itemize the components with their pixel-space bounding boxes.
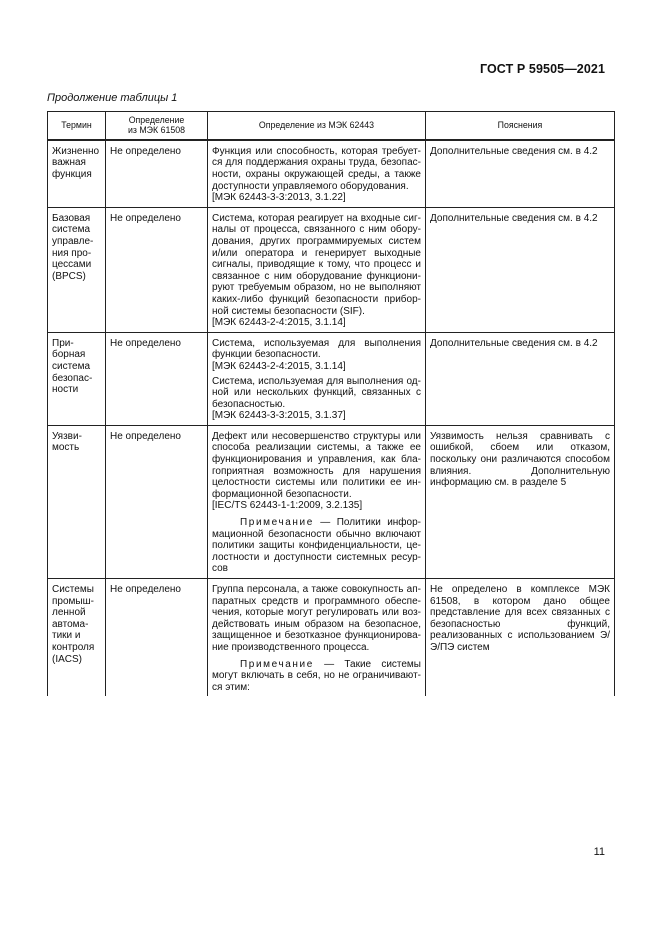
iec61508-definition-cell: Не определено (106, 207, 208, 332)
definition-reference: [МЭК 62443-2-4:2015, 3.1.14] (212, 317, 346, 329)
iec62443-definition-cell (208, 579, 426, 697)
iec61508-definition-cell: Не определено (106, 579, 208, 697)
definition-note (212, 659, 421, 694)
iec62443-definition-cell (208, 332, 426, 425)
definition-text: Система, используемая для выполнения одной или нескольких функций, связанных с безопасностью. (212, 375, 421, 410)
header-notes: Пояснения (426, 112, 615, 140)
terms-table (47, 111, 615, 696)
header-definition-iec62443: Определение из МЭК 62443 (208, 112, 426, 140)
table-caption: Продолжение таблицы 1 (47, 92, 178, 104)
explanation-cell: Уязвимость нельзя сравнивать с ошибкой, сбоем или отказом, поскольку они различаются способом влияния. Дополнительную информацию см. в разделе 5 (426, 425, 615, 578)
definition-reference: [МЭК 62443-3-3:2013, 3.1.22] (212, 192, 346, 204)
header-definition-iec61508: Определение из МЭК 61508 (106, 112, 208, 140)
definition-note (212, 517, 421, 575)
table-row (48, 579, 615, 697)
term-cell: Базовая система управления процессами (BPCS) (48, 207, 106, 332)
note-label: Примечание (240, 658, 314, 670)
iec61508-definition-cell: Не определено (106, 332, 208, 425)
explanation-cell: Дополнительные сведения см. в 4.2 (426, 140, 615, 207)
definition-reference: [МЭК 62443-3-3:2015, 3.1.37] (212, 410, 346, 422)
table-row (48, 425, 615, 578)
definition-text: Дефект или несовершенство структуры или способа реализации системы, а также ее функционирования и управления, как благоприятная возможность для нарушения целостности системы или политики ее информационной безопасности. (212, 430, 421, 500)
definition-text: Группа персонала, а также совокупность аппаратных средств и программного обеспечения, которые могут регулировать или воздействовать иным образом на безопасное, защищенное и безотказное функционирование производственного процесса. (212, 584, 421, 653)
iec61508-definition-cell: Не определено (106, 425, 208, 578)
definition-block (212, 431, 421, 512)
note-text: — Такие системы могут включать в себя, но не ограничиваются этим: (212, 658, 421, 693)
explanation-cell: Не определено в комплексе МЭК 61508, в котором дано общее представление для всех связанных с безопасностью функций, реализованных с использованием Э/Э/ПЭ систем (426, 579, 615, 697)
definition-block (212, 213, 421, 329)
definition-reference: [IEC/TS 62443-1-1:2009, 3.2.135] (212, 500, 363, 512)
definition-block (212, 338, 421, 373)
definition-reference: [МЭК 62443-2-4:2015, 3.1.14] (212, 360, 346, 372)
table-row (48, 207, 615, 332)
explanation-cell: Дополнительные сведения см. в 4.2 (426, 332, 615, 425)
term-cell: Системы промышленной автоматики и контроля (IACS) (48, 579, 106, 697)
page-number: 11 (593, 846, 605, 858)
iec62443-definition-cell (208, 140, 426, 207)
term-cell: Жизненно важная функция (48, 140, 106, 207)
iec62443-definition-cell (208, 207, 426, 332)
header-term: Термин (48, 112, 106, 140)
table-row (48, 332, 615, 425)
definition-block (212, 146, 421, 204)
table-header-row (48, 112, 615, 140)
standard-code: ГОСТ Р 59505—2021 (479, 62, 605, 76)
table-row (48, 140, 615, 207)
note-label: Примечание (240, 517, 314, 529)
term-cell: Приборная система безопасности (48, 332, 106, 425)
definition-block (212, 376, 421, 422)
note-text: — Политики информационной безопасности обычно включают политики защиты конфиденциальности, целостности и доступности системных ресурсов (212, 517, 421, 575)
table-body (48, 140, 615, 697)
iec62443-definition-cell (208, 425, 426, 578)
definition-text: Система, используемая для выполнения функции безопасности. (212, 337, 421, 361)
explanation-cell: Дополнительные сведения см. в 4.2 (426, 207, 615, 332)
definition-block (212, 584, 421, 654)
definition-text: Функция или способность, которая требуется для поддержания охраны труда, безопасности, охраны окружающей среды, а также доступности управляемого оборудования. (212, 145, 421, 192)
iec61508-definition-cell: Не определено (106, 140, 208, 207)
definition-text: Система, которая реагирует на входные сигналы от процесса, связанного с ним оборудования, других программируемых систем и/или оператора и генерирует выходные сигналы, приводящие к тому, что процесс и связанное с ним оборудование функционируют требуемым образом, но не выполняют каких-либо функций безопасности приборной системы безопасности (SIF). (212, 212, 421, 317)
term-cell: Уязвимость (48, 425, 106, 578)
